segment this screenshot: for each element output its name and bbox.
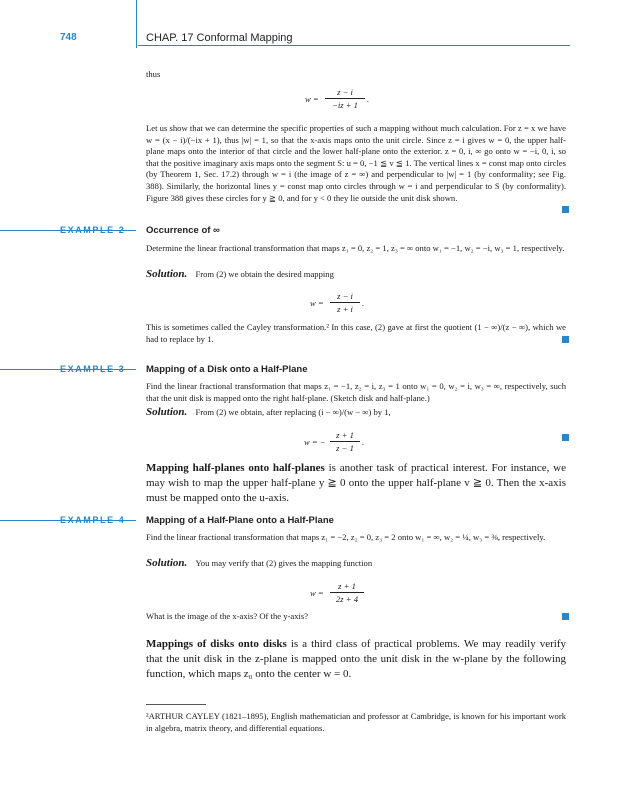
example-2-title: Occurrence of ∞ [146, 225, 220, 236]
solution-label: Solution. [146, 557, 188, 569]
example-3-text: Find the linear fractional transformation that maps z₁ = −1, z₂ = i, z₃ = 1 onto w₁ = 0, w₂ = i, w₃ = ∞, respectively, such that the unit disk is mapped onto the right half-plane. (Sketch disk and half-plane.) [146, 381, 566, 403]
example-4-solution [146, 557, 372, 569]
eq3-denominator: z − 1 [336, 443, 354, 453]
header-rule [138, 45, 570, 46]
footnote: ²ARTHUR CAYLEY (1821–1895), English mathematician and professor at Cambridge, is known for his important work in algebra, matrix theory, and differential equations. [146, 711, 566, 733]
eq4-denominator: 2z + 4 [335, 594, 359, 604]
eq1-lhs: w = [305, 94, 319, 104]
eq1-fraction-bar [325, 98, 365, 99]
eq3-lhs: w = − [304, 437, 326, 447]
eq4-fraction [330, 581, 364, 604]
eq3-fraction [330, 430, 360, 453]
eq3-numerator: z + 1 [336, 430, 354, 440]
qed-square [562, 613, 569, 620]
disks-text: is a third class of practical problems. We may readily verify that the unit disk in the z-plane is mapped onto the unit disk in the w-plane by the following function, which maps z₀ onto the center w = 0. [146, 638, 566, 680]
paragraph-1: Let us show that we can determine the specific properties of such a mapping without much calculation. For z = x we have w = (x − i)/(−ix + 1), thus |w| = 1, so that the x-axis maps onto the unit circle. Since z = i gives w = 0, the upper half-plane maps onto the interior of that circle and the lower half-plane onto the exterior. z = 0, i, ∞ go onto w = −i, 0, i, so that the positive imaginary axis maps onto the segment S: u = 0, −1 ≦ v ≦ 1. The vertical lines x = const map onto circles (by Theorem 1, Sec. 17.2) through w = i (the image of z = ∞) and perpendicular to |w| = 1 (by conformality; see Fig. 388). Similarly, the horizontal lines y = const map onto circles through w = i and perpendicular to S (by conformality). Figure 388 gives these circles for y ≧ 0, and for y < 0 they lie outside the unit disk shown. [146, 123, 566, 203]
eq1-tail: . [367, 94, 370, 104]
thus-text: thus [146, 69, 161, 79]
qed-square [562, 336, 569, 343]
qed-square [562, 434, 569, 441]
example-2-after: This is sometimes called the Cayley transformation.² In this case, (2) gave at first the quotient (1 − ∞)/(z − ∞), which we had to replace by 1. [146, 322, 566, 344]
eq2-fraction-bar [330, 302, 360, 303]
eq2-denominator: z + i [337, 304, 353, 314]
eq1-numerator: z − i [337, 87, 353, 97]
solution-label: Solution. [146, 268, 188, 280]
disks-heading: Mappings of disks onto disks [146, 638, 287, 650]
example-2-text: Determine the linear fractional transformation that maps z₁ = 0, z₂ = 1, z₃ = ∞ onto w₁ = −1, w₂ = −i, w₃ = 1, respectively. [146, 243, 565, 253]
example-3-solution [146, 406, 391, 418]
eq2-lhs: w = [310, 298, 324, 308]
solution-text: From (2) we obtain the desired mapping [195, 269, 334, 279]
example-3-label: EXAMPLE 3 [60, 364, 126, 374]
eq2-tail: . [362, 298, 365, 308]
eq4-lhs: w = [310, 588, 324, 598]
example-4-label: EXAMPLE 4 [60, 515, 126, 525]
disks-paragraph [146, 637, 566, 681]
example-3-title: Mapping of a Disk onto a Half-Plane [146, 364, 308, 375]
example-2-label: EXAMPLE 2 [60, 225, 126, 235]
solution-text: You may verify that (2) gives the mapping function [195, 558, 373, 568]
example-2-solution [146, 268, 334, 280]
eq4-fraction-bar [330, 592, 364, 593]
eq2-fraction [330, 291, 360, 314]
eq4-numerator: z + 1 [338, 581, 356, 591]
eq3-tail: . [362, 437, 365, 447]
solution-text: From (2) we obtain, after replacing (i − ∞)/(w − ∞) by 1, [195, 407, 391, 417]
halfplanes-heading: Mapping half-planes onto half-planes [146, 462, 325, 474]
halfplanes-paragraph [146, 461, 566, 505]
header-vertical-rule [136, 0, 137, 48]
example-4-text: Find the linear fractional transformation that maps z₁ = −2, z₂ = 0, z₃ = 2 onto w₁ = ∞, w₂ = ¼, w₃ = ⅜, respectively. [146, 532, 546, 542]
example-4-title: Mapping of a Half-Plane onto a Half-Plane [146, 515, 334, 526]
page-number: 748 [60, 32, 77, 43]
solution-label: Solution. [146, 406, 188, 418]
eq3-fraction-bar [330, 441, 360, 442]
footnote-rule [146, 704, 206, 705]
eq1-fraction [325, 87, 365, 110]
halfplanes-text: is another task of practical interest. For instance, we may wish to map the upper half-plane y ≧ 0 onto the upper half-plane v ≧ 0. Then the x-axis must be mapped onto the u-axis. [146, 462, 566, 504]
example-4-after: What is the image of the x-axis? Of the y-axis? [146, 611, 309, 621]
eq1-denominator: −iz + 1 [332, 100, 358, 110]
qed-square [562, 206, 569, 213]
eq2-numerator: z − i [337, 291, 353, 301]
chapter-title: CHAP. 17 Conformal Mapping [146, 32, 293, 44]
